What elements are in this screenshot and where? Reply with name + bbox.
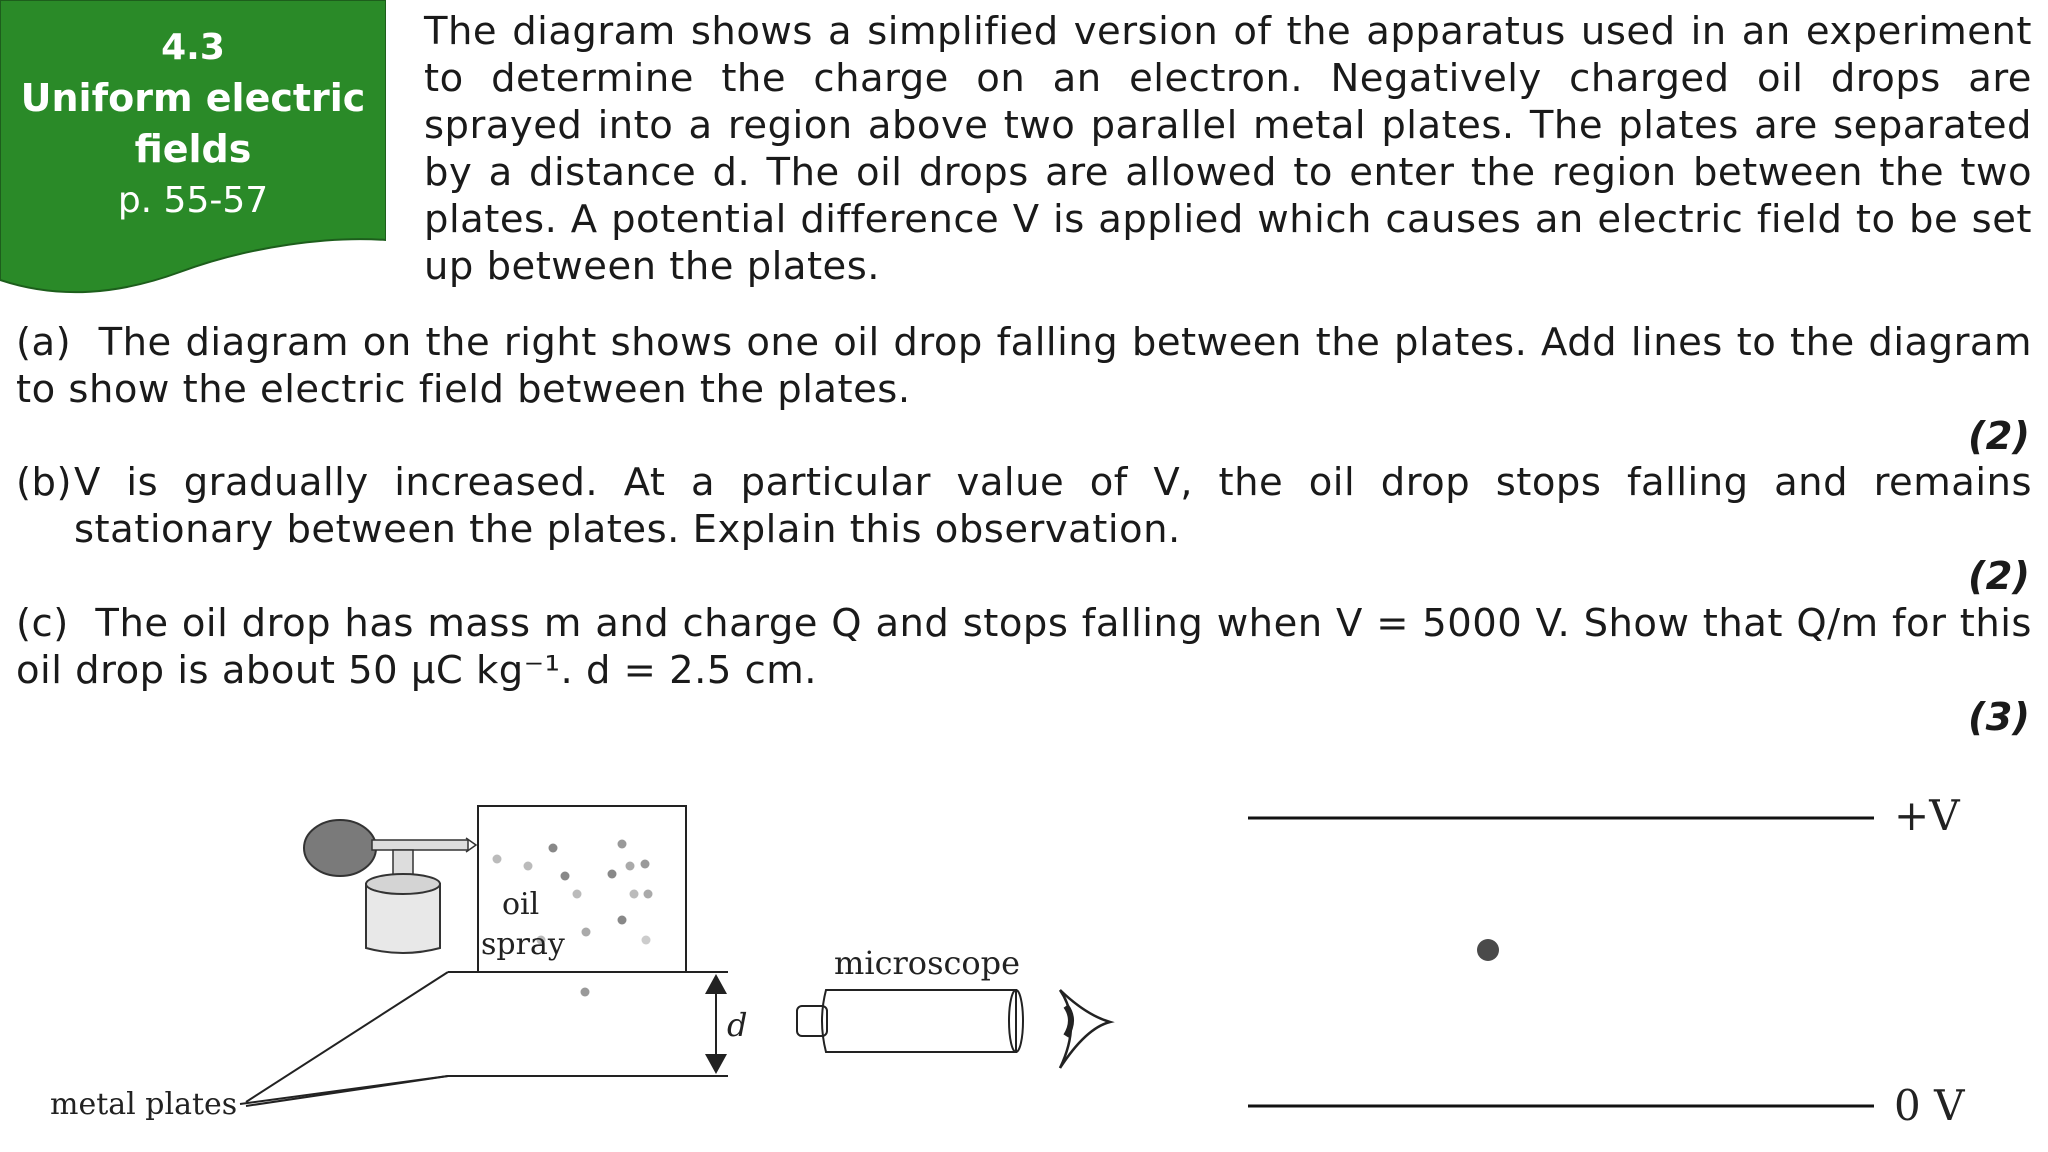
atomizer-bulb — [304, 820, 376, 876]
question-b-label: (b) — [16, 460, 72, 505]
top-plate-side-edge — [246, 972, 448, 1102]
section-number: 4.3 — [161, 27, 225, 68]
question-a-label: (a) — [16, 320, 72, 365]
top-plate-label: +V — [1894, 791, 1960, 840]
eye-icon — [1060, 990, 1110, 1068]
spray-label: spray — [481, 927, 565, 962]
microscope-label: microscope — [834, 944, 1021, 982]
intro-paragraph: The diagram shows a simplified version of the apparatus used in an experiment to determine the charge on an electron. Negatively charged oil drops are sprayed into a region above two parallel metal plates. The plates are separated by a distance d. The oil drops are allowed to enter the region between the two plates. A potential difference V is applied which causes an electric field to be set up between the plates. — [424, 9, 2032, 289]
question-c-marks: (3) — [1968, 695, 2030, 740]
bottom-plate-label: 0 V — [1894, 1081, 1965, 1130]
question-b-text: V is gradually increased. At a particular value of V, the oil drop stops falling and remains stationary between the plates. Explain this observation. — [74, 460, 2032, 552]
question-c-label: (c) — [16, 601, 69, 646]
question-c-text: The oil drop has mass m and charge Q and stops falling when V = 5000 V. Show that Q/m for this oil drop is about 50 μC kg⁻¹. d = 2.5 cm. — [16, 601, 2032, 693]
metal-plates-pointer — [240, 1076, 448, 1104]
oil-drop — [1477, 939, 1499, 961]
atomizer-neck — [372, 840, 468, 850]
badge-text — [0, 22, 386, 226]
section-title-line1: Uniform electric — [20, 76, 366, 120]
atomizer-reservoir-top — [366, 874, 440, 894]
question-b — [16, 459, 2032, 553]
question-a-marks: (2) — [1968, 414, 2030, 459]
separation-arrowhead-top — [705, 974, 727, 994]
microscope-body — [822, 990, 1016, 1052]
separation-arrowhead-bottom — [705, 1054, 727, 1074]
oil-label: oil — [502, 887, 540, 922]
separation-label: d — [727, 1006, 748, 1044]
page-reference: p. 55-57 — [117, 180, 269, 221]
apparatus-diagram — [0, 780, 1150, 1152]
metal-plates-label: metal plates — [50, 1087, 238, 1122]
field-diagram — [1200, 780, 2048, 1152]
section-title-line2: fields — [134, 127, 252, 171]
question-a — [16, 319, 2032, 413]
question-a-text: The diagram on the right shows one oil drop falling between the plates. Add lines to the diagram to show the electric field between the plates. — [16, 320, 2032, 412]
question-b-marks: (2) — [1968, 554, 2030, 599]
question-c — [16, 600, 2032, 694]
